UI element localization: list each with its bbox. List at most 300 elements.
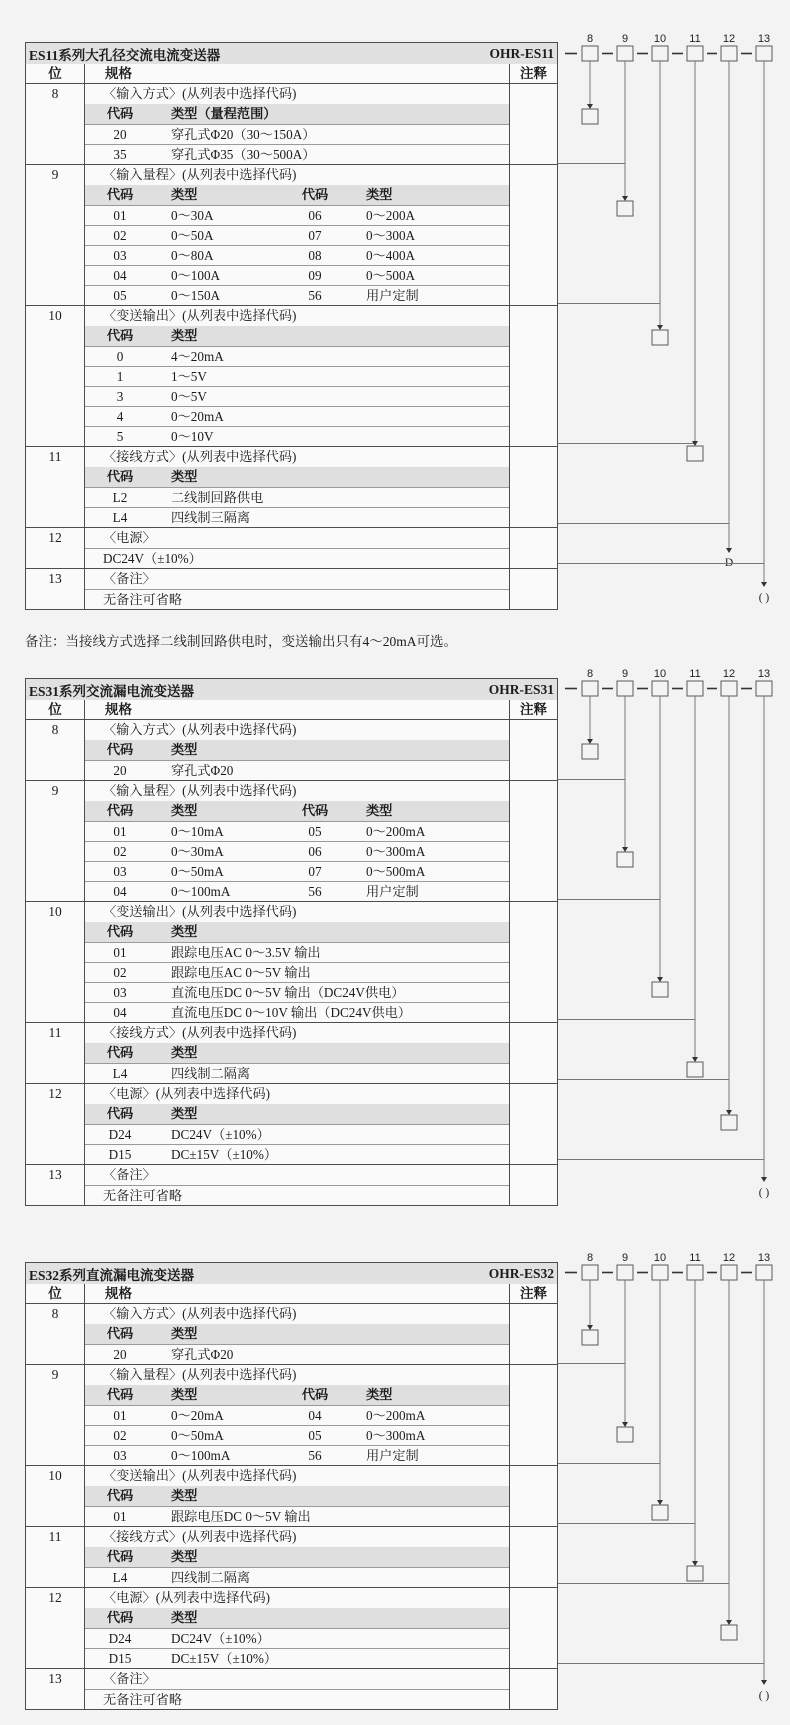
code-type-header	[85, 185, 509, 205]
header-code: 代码	[106, 469, 134, 484]
code-type-header	[85, 1104, 509, 1124]
type-value: 0～200A	[366, 208, 416, 223]
type-value: 0～10mA	[171, 824, 224, 839]
table-body	[26, 1304, 557, 1709]
code-value: 05	[308, 1428, 322, 1443]
code-type-row	[85, 285, 509, 305]
target-box	[582, 109, 598, 124]
spec-section-pos-11	[26, 1527, 557, 1588]
position-number: 13	[26, 1165, 85, 1205]
code-value: 02	[113, 228, 127, 243]
note-cell	[510, 1365, 557, 1465]
spec-cell	[85, 1084, 510, 1164]
code-box	[652, 1265, 668, 1280]
code-value: 01	[113, 208, 127, 223]
section-label: 〈接线方式〉(从列表中选择代码)	[103, 1529, 297, 1544]
type-value: 0～150A	[171, 288, 221, 303]
code-type-row	[85, 426, 509, 446]
diagram-position-label: 10	[653, 668, 667, 680]
code-value: 08	[308, 248, 322, 263]
section-label: 〈备注〉	[103, 1167, 156, 1182]
code-type-row	[85, 1344, 509, 1364]
code-value: D15	[108, 1651, 132, 1666]
type-value: 0～20mA	[171, 1408, 224, 1423]
code-type-row	[85, 760, 509, 780]
section-label: 〈变送输出〉(从列表中选择代码)	[103, 308, 297, 323]
code-type-row	[85, 265, 509, 285]
table-title: ES31系列交流漏电流变送器	[29, 683, 195, 699]
code-value: 05	[113, 288, 127, 303]
header-type: 类型	[366, 1387, 393, 1402]
code-value: 56	[308, 884, 322, 899]
diagram-position-label: 13	[757, 668, 771, 680]
code-value: 5	[116, 429, 124, 444]
diagram-position-label: 11	[689, 1252, 701, 1264]
code-value: 20	[113, 763, 127, 778]
type-value: 跟踪电压AC 0～3.5V 输出	[171, 945, 321, 960]
col-header-pos: 位	[26, 64, 85, 83]
spec-value-row: 无备注可省略	[85, 1689, 509, 1709]
diagram-position-label: 13	[757, 33, 771, 45]
code-type-row	[85, 1506, 509, 1526]
spec-cell	[85, 1669, 510, 1709]
header-type: 类型	[171, 469, 198, 484]
position-number: 13	[26, 1669, 85, 1709]
spec-section-pos-13	[26, 1669, 557, 1709]
target-box	[617, 1427, 633, 1442]
code-type-row	[85, 406, 509, 426]
type-value: DC24V（±10%）	[171, 1631, 270, 1646]
diagram-position-label: 9	[621, 1252, 629, 1264]
type-value: 0～50A	[171, 228, 214, 243]
code-value: 0	[116, 349, 124, 364]
note-cell	[510, 84, 557, 164]
header-type: 类型	[171, 187, 198, 202]
code-type-row	[85, 962, 509, 982]
type-value: 0～400A	[366, 248, 416, 263]
code-box	[721, 46, 737, 61]
type-value: 用户定制	[366, 1448, 419, 1463]
section-label: 〈接线方式〉(从列表中选择代码)	[103, 449, 297, 464]
code-value: 07	[308, 228, 322, 243]
type-value: 用户定制	[366, 884, 419, 899]
section-label: 〈接线方式〉(从列表中选择代码)	[103, 1025, 297, 1040]
spec-cell	[85, 569, 510, 609]
code-type-row	[85, 386, 509, 406]
diagram-position-label: 11	[689, 668, 701, 680]
spec-cell	[85, 165, 510, 305]
code-type-row	[85, 1002, 509, 1022]
model-code: OHR-ES32	[488, 1265, 554, 1281]
spec-section-pos-10	[26, 306, 557, 447]
spec-cell	[85, 84, 510, 164]
code-type-header	[85, 1608, 509, 1628]
code-value: 03	[113, 864, 127, 879]
target-box	[721, 1115, 737, 1130]
code-type-row	[85, 245, 509, 265]
code-type-header	[85, 1486, 509, 1506]
es32-order-code-diagram	[558, 1252, 772, 1702]
spec-cell	[85, 1527, 510, 1587]
type-value: 四线制二隔离	[171, 1570, 251, 1585]
header-type: 类型（量程范围）	[171, 106, 277, 121]
position-number: 11	[26, 1023, 85, 1083]
note-cell	[510, 902, 557, 1022]
es31-order-code-diagram	[558, 668, 772, 1199]
header-type: 类型	[171, 1387, 198, 1402]
section-label: 〈输入方式〉(从列表中选择代码)	[103, 722, 297, 737]
header-code: 代码	[106, 1106, 134, 1121]
type-value: 穿孔式Φ20（30～150A）	[171, 127, 316, 142]
code-type-header	[85, 922, 509, 942]
spec-section-pos-12	[26, 1588, 557, 1669]
code-value: 02	[113, 1428, 127, 1443]
model-code: OHR-ES11	[489, 45, 554, 61]
note-cell	[510, 1304, 557, 1364]
target-box	[652, 1505, 668, 1520]
target-box	[687, 1566, 703, 1581]
position-number: 12	[26, 1084, 85, 1164]
header-type: 类型	[366, 187, 393, 202]
code-value: 01	[113, 824, 127, 839]
code-type-row	[85, 861, 509, 881]
code-type-header	[85, 326, 509, 346]
code-type-header	[85, 1385, 509, 1405]
section-label: 〈输入方式〉(从列表中选择代码)	[103, 1306, 297, 1321]
section-label: 〈输入量程〉(从列表中选择代码)	[103, 1367, 297, 1382]
code-type-row	[85, 1445, 509, 1465]
col-header-pos: 位	[26, 700, 85, 719]
code-value: D24	[108, 1127, 132, 1142]
header-code: 代码	[106, 1488, 134, 1503]
header-code: 代码	[106, 106, 134, 121]
code-value: 06	[308, 208, 322, 223]
diagram-position-label: 8	[586, 1252, 594, 1264]
code-value: 09	[308, 268, 322, 283]
target-box	[687, 1062, 703, 1077]
diagram-position-label: 12	[722, 668, 736, 680]
table-body	[26, 84, 557, 609]
es31-title-bar	[26, 679, 557, 700]
code-type-row	[85, 1628, 509, 1648]
type-value: 0～50mA	[171, 864, 224, 879]
header-code: 代码	[106, 1549, 134, 1564]
type-value: 跟踪电压AC 0～5V 输出	[171, 965, 311, 980]
type-value: 穿孔式Φ20	[171, 763, 234, 778]
column-header-row	[26, 64, 557, 84]
type-value: DC±15V（±10%）	[171, 1651, 278, 1666]
spec-section-pos-12	[26, 528, 557, 569]
code-type-header	[85, 740, 509, 760]
es11-order-code-diagram	[558, 33, 772, 604]
code-value: D24	[108, 1631, 132, 1646]
position-number: 11	[26, 447, 85, 527]
code-value: 01	[113, 1509, 127, 1524]
target-box	[721, 1625, 737, 1640]
note-cell	[510, 569, 557, 609]
code-box	[721, 1265, 737, 1280]
type-value: 四线制二隔离	[171, 1066, 251, 1081]
code-value: D15	[108, 1147, 132, 1162]
code-type-row	[85, 346, 509, 366]
spec-cell	[85, 720, 510, 780]
spec-cell	[85, 781, 510, 901]
code-value: 04	[113, 884, 127, 899]
note-cell	[510, 1588, 557, 1668]
code-box	[617, 681, 633, 696]
section-label: 〈电源〉(从列表中选择代码)	[103, 1086, 271, 1101]
code-box	[617, 1265, 633, 1280]
table-title: ES11系列大孔径交流电流变送器	[29, 47, 221, 63]
position-number: 9	[26, 781, 85, 901]
position-number: 8	[26, 720, 85, 780]
table-title: ES32系列直流漏电流变送器	[29, 1267, 195, 1283]
code-value: 02	[113, 965, 127, 980]
col-header-spec: 规格	[85, 1284, 510, 1303]
header-type: 类型	[171, 328, 198, 343]
spec-section-pos-10	[26, 902, 557, 1023]
target-box	[617, 852, 633, 867]
header-code: 代码	[301, 1387, 329, 1402]
section-label: 〈变送输出〉(从列表中选择代码)	[103, 1468, 297, 1483]
target-box	[617, 201, 633, 216]
code-type-header	[85, 467, 509, 487]
type-value: 0～300A	[366, 228, 416, 243]
position-number: 12	[26, 528, 85, 568]
position-number: 9	[26, 1365, 85, 1465]
position-number: 10	[26, 902, 85, 1022]
code-value: 05	[308, 824, 322, 839]
code-type-row	[85, 1648, 509, 1668]
spec-section-pos-9	[26, 781, 557, 902]
type-value: 0～100mA	[171, 1448, 231, 1463]
column-header-row	[26, 700, 557, 720]
code-type-row	[85, 1144, 509, 1164]
code-value: 04	[113, 268, 127, 283]
type-value: 0～30mA	[171, 844, 224, 859]
code-value: 03	[113, 985, 127, 1000]
spec-section-pos-9	[26, 1365, 557, 1466]
target-box	[687, 446, 703, 461]
spec-cell	[85, 1304, 510, 1364]
section-label: 〈变送输出〉(从列表中选择代码)	[103, 904, 297, 919]
es31-selection-table	[25, 678, 558, 1206]
position-number: 8	[26, 84, 85, 164]
type-value: 0～20mA	[171, 409, 224, 424]
position-number: 9	[26, 165, 85, 305]
type-value: 跟踪电压DC 0～5V 输出	[171, 1509, 311, 1524]
type-value: 4～20mA	[171, 349, 224, 364]
note-cell	[510, 165, 557, 305]
code-type-row	[85, 487, 509, 507]
code-value: 06	[308, 844, 322, 859]
type-value: DC24V（±10%）	[171, 1127, 270, 1142]
col-header-note: 注释	[520, 66, 547, 81]
spec-section-pos-8	[26, 720, 557, 781]
table-body	[26, 720, 557, 1205]
type-value: 0～30A	[171, 208, 214, 223]
type-value: 用户定制	[366, 288, 419, 303]
spec-section-pos-9	[26, 165, 557, 306]
target-box	[652, 330, 668, 345]
type-value: 0～500mA	[366, 864, 426, 879]
note-cell	[510, 1527, 557, 1587]
diagram-position-label: 9	[621, 668, 629, 680]
header-type: 类型	[171, 1045, 198, 1060]
code-type-row	[85, 366, 509, 386]
code-type-row	[85, 1425, 509, 1445]
code-type-row	[85, 821, 509, 841]
type-value: 穿孔式Φ20	[171, 1347, 234, 1362]
es11-selection-table	[25, 42, 558, 610]
type-value: 0～200mA	[366, 1408, 426, 1423]
code-type-row	[85, 1124, 509, 1144]
spec-cell	[85, 528, 510, 568]
section-label: 〈输入方式〉(从列表中选择代码)	[103, 86, 297, 101]
es32-selection-table	[25, 1262, 558, 1710]
code-box	[687, 46, 703, 61]
note-cell	[510, 781, 557, 901]
spec-cell	[85, 1466, 510, 1526]
col-header-spec: 规格	[85, 700, 510, 719]
section-label: 〈备注〉	[103, 1671, 156, 1686]
diagram-position-label: 12	[722, 33, 736, 45]
note-cell	[510, 1023, 557, 1083]
spec-cell	[85, 1588, 510, 1668]
diagram-position-label: 13	[757, 1252, 771, 1264]
code-value: 1	[116, 369, 124, 384]
spec-cell	[85, 1365, 510, 1465]
power-code-mark: D	[724, 557, 734, 569]
type-value: 直流电压DC 0～5V 输出（DC24V供电）	[171, 985, 405, 1000]
code-box	[721, 681, 737, 696]
remark-mark: ( )	[758, 592, 770, 604]
spec-section-pos-11	[26, 447, 557, 528]
spec-cell	[85, 902, 510, 1022]
type-value: 0～5V	[171, 389, 207, 404]
code-value: L4	[112, 510, 128, 525]
code-type-row	[85, 881, 509, 901]
column-header-row	[26, 1284, 557, 1304]
header-code: 代码	[106, 187, 134, 202]
code-value: 02	[113, 844, 127, 859]
type-value: 穿孔式Φ35（30～500A）	[171, 147, 316, 162]
col-header-note: 注释	[520, 702, 547, 717]
code-type-row	[85, 1567, 509, 1587]
note-cell	[510, 1669, 557, 1709]
type-value: 二线制回路供电	[171, 490, 264, 505]
code-type-header	[85, 1547, 509, 1567]
remark-mark: ( )	[758, 1690, 770, 1702]
diagram-position-label: 11	[689, 33, 701, 45]
type-value: 0～50mA	[171, 1428, 224, 1443]
header-code: 代码	[106, 924, 134, 939]
header-code: 代码	[106, 803, 134, 818]
spec-section-pos-12	[26, 1084, 557, 1165]
type-value: 0～100mA	[171, 884, 231, 899]
code-box	[687, 1265, 703, 1280]
header-type: 类型	[171, 742, 198, 757]
section-label: 〈备注〉	[103, 571, 156, 586]
type-value: 1～5V	[171, 369, 207, 384]
code-value: L4	[112, 1570, 128, 1585]
es32-title-bar	[26, 1263, 557, 1284]
header-type: 类型	[171, 924, 198, 939]
target-box	[582, 1330, 598, 1345]
code-box	[687, 681, 703, 696]
type-value: 0～300mA	[366, 1428, 426, 1443]
col-header-pos: 位	[26, 1284, 85, 1303]
spec-section-pos-10	[26, 1466, 557, 1527]
code-type-row	[85, 225, 509, 245]
header-type: 类型	[171, 1488, 198, 1503]
code-type-row	[85, 1405, 509, 1425]
code-value: 56	[308, 288, 322, 303]
note-cell	[510, 1165, 557, 1205]
position-number: 10	[26, 1466, 85, 1526]
code-type-header	[85, 1324, 509, 1344]
note-cell	[510, 1084, 557, 1164]
spec-cell	[85, 1165, 510, 1205]
code-type-header	[85, 1043, 509, 1063]
code-type-row	[85, 841, 509, 861]
spec-value-row: 无备注可省略	[85, 589, 509, 609]
code-type-row	[85, 982, 509, 1002]
code-box	[582, 1265, 598, 1280]
header-code: 代码	[106, 1610, 134, 1625]
header-code: 代码	[106, 742, 134, 757]
code-value: 56	[308, 1448, 322, 1463]
model-code: OHR-ES31	[488, 681, 554, 697]
code-type-row	[85, 942, 509, 962]
code-value: 01	[113, 1408, 127, 1423]
code-value: 20	[113, 1347, 127, 1362]
header-code: 代码	[106, 328, 134, 343]
spec-cell	[85, 306, 510, 446]
diagram-position-label: 12	[722, 1252, 736, 1264]
spec-value-row: 无备注可省略	[85, 1185, 509, 1205]
code-box	[756, 1265, 772, 1280]
header-type: 类型	[171, 803, 198, 818]
es11-title-bar	[26, 43, 557, 64]
code-value: 35	[113, 147, 127, 162]
code-box	[756, 46, 772, 61]
note-cell	[510, 720, 557, 780]
type-value: 0～10V	[171, 429, 214, 444]
header-code: 代码	[106, 1045, 134, 1060]
section-label: 〈电源〉(从列表中选择代码)	[103, 1590, 271, 1605]
code-box	[652, 681, 668, 696]
code-box	[582, 681, 598, 696]
code-value: 07	[308, 864, 322, 879]
target-box	[652, 982, 668, 997]
position-number: 11	[26, 1527, 85, 1587]
code-box	[582, 46, 598, 61]
code-type-row	[85, 205, 509, 225]
diagram-position-label: 9	[621, 33, 629, 45]
position-number: 10	[26, 306, 85, 446]
type-value: 0～300mA	[366, 844, 426, 859]
code-box	[617, 46, 633, 61]
code-value: 03	[113, 1448, 127, 1463]
code-box	[652, 46, 668, 61]
remark-mark: ( )	[758, 1187, 770, 1199]
spec-section-pos-8	[26, 1304, 557, 1365]
position-number: 13	[26, 569, 85, 609]
header-type: 类型	[171, 1549, 198, 1564]
header-code: 代码	[301, 803, 329, 818]
spec-section-pos-11	[26, 1023, 557, 1084]
